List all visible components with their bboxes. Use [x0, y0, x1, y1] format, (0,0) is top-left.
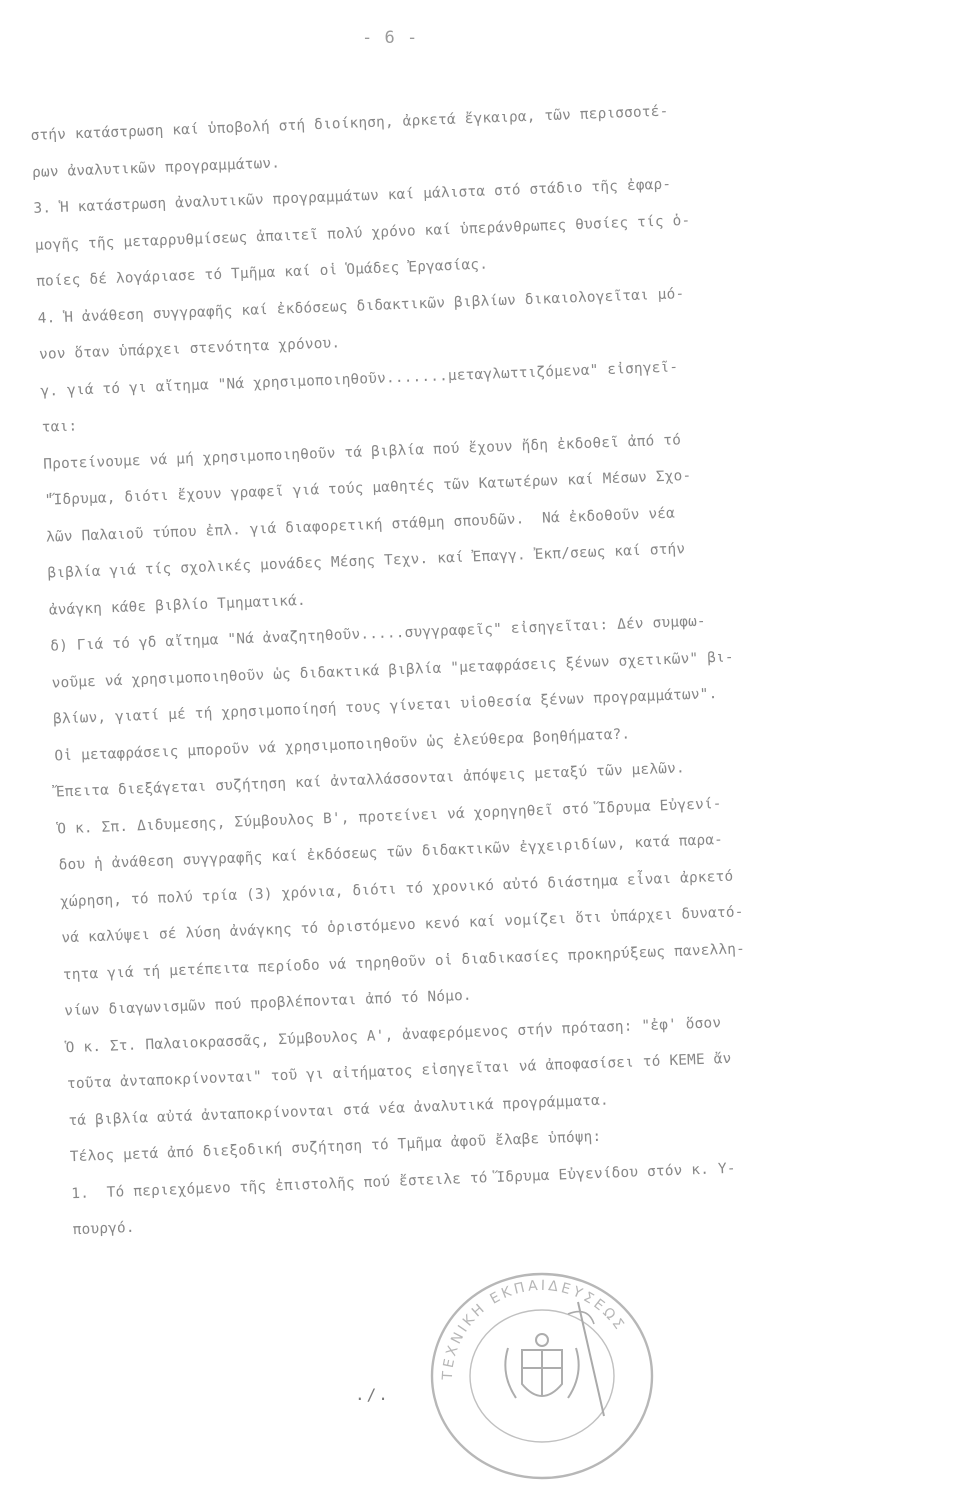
text-line: δου ἡ ἀνάθεση συγγραφῆς καί ἐκδόσεως τῶν διδακτικῶν ἐγχειριδίων, κατά παρα- [58, 831, 724, 874]
text-line: Ἔπειτα διεξάγεται συζήτηση καί ἀνταλλάσσονται ἀπόψεις μεταξύ τῶν μελῶν. [55, 760, 686, 801]
text-line: 1. Τό περιεχόμενο τῆς ἐπιστολῆς πού ἔστειλε τό Ἵδρυμα Εὐγενίδου στόν κ. Υ- [71, 1160, 736, 1202]
coat-of-arms-icon [505, 1334, 578, 1398]
text-line: Οἱ μεταφράσεις μποροῦν νά χρησιμοποιηθοῦν ὡς ἐλεύθερα βοηθήματα?. [54, 725, 631, 765]
document-body [30, 84, 953, 1248]
text-line: βιβλία γιά τίς σχολικές μονάδες Μέσης Τεχν. καί Ἐπαγγ. Ἐκπ/σεως καί στήν [47, 541, 686, 582]
text-line: νον ὅταν ὑπάρχει στενότητα χρόνου. [38, 335, 341, 363]
text-line: στήν κατάστρωση καί ὑποβολή στή διοίκηση, ἀρκετά ἔγκαιρα, τῶν περισσοτέ- [30, 103, 669, 144]
text-line: βλίων, γιατί μέ τή χρησιμοποίησή τους γίνεται υἱοθεσία ξένων προγραμμάτων". [52, 686, 718, 728]
text-line: πουργό. [72, 1219, 136, 1239]
text-line: δ) Γιά τό γδ αἴτημα "Νά ἀναζητηθοῦν.....συγγραφεῖς" εἰσηγεῖται: Δέν συμφω- [50, 613, 707, 655]
official-seal [418, 1262, 666, 1490]
text-line: Τέλος μετά ἀπό διεξοδική συζήτηση τό Τμῆμα ἀφοῦ ἔλαβε ὑπόψη: [69, 1128, 602, 1166]
text-line: ποίες δέ λογάριασε τό Τμῆμα καί οἱ Ὁμάδες Ἐργασίας. [35, 256, 489, 290]
text-line: λῶν Παλαιοῦ τύπου ἐπλ. γιά διαφορετική στάθμη σπουδῶν. Νά ἐκδοθοῦν νέα [45, 505, 676, 546]
text-line: ρων ἀναλυτικῶν προγραμμάτων. [31, 154, 281, 181]
continuation-mark: ./. [355, 1385, 390, 1404]
page-number: - 6 - [362, 28, 419, 48]
text-line: 4. Ἡ ἀνάθεση συγγραφῆς καί ἐκδόσεως διδακτικῶν βιβλίων δικαιολογεῖται μό- [37, 285, 685, 327]
text-line: ἀνάγκη κάθε βιβλίο Τμηματικά. [48, 592, 307, 619]
text-line: Προτείνουμε νά μή χρησιμοποιηθοῦν τά βιβλία πού ἔχουν ἤδη ἐκδοθεῖ ἀπό τό [42, 431, 682, 473]
text-line: τά βιβλία αὐτά ἀνταποκρίνονται στά νέα ἀναλυτικά προγράμματα. [68, 1092, 610, 1129]
svg-text:ΤΕΧΝΙΚΗ ΕΚΠΑΙΔΕΥΣΕΩΣ [440, 1278, 629, 1382]
text-line: ται: [41, 418, 78, 436]
text-line: τητα γιά τή μετέπειτα περίοδο νά τηρηθοῦν οἱ διαδικασίες προκηρύξεως πανελλη- [62, 940, 746, 983]
text-line: νά καλύψει σέ λύση ἀνάγκης τό ὁριστόμενο κενό καί νομίζει ὅτι ὑπάρχει δυνατό- [61, 904, 744, 947]
text-line: μογῆς τῆς μεταρρυθμίσεως ἀπαιτεῖ πολύ χρόνο καί ὑπεράνθρωπες θυσίες τίς ὁ- [34, 212, 691, 254]
text-line: Ὁ κ. Σπ. Διδυμεσης, Σύμβουλος Β', προτείνει νά χορηγηθεῖ στό Ἵδρυμα Εὐγενί- [57, 795, 722, 837]
text-line: τοῦτα ἀνταποκρίνονται" τοῦ γι αἰτήματος εἰσηγεῖται νά ἀποφασίσει τό ΚΕΜΕ ἄν [66, 1050, 732, 1093]
text-line: Ὁ κ. Στ. Παλαιοκρασσᾶς, Σύμβουλος Α', ἀναφερόμενος στήν πρόταση: "ἐφ' ὅσον [65, 1014, 722, 1056]
text-line: νοῦμε νά χρησιμοποιηθοῦν ὡς διδακτικά βιβλία "μεταφράσεις ξένων σχετικῶν" βι- [51, 648, 735, 692]
text-line: "Ἵδρυμα, διότι ἔχουν γραφεῖ γιά τούς μαθητές τῶν Κατωτέρων καί Μέσων Σχο- [44, 467, 692, 509]
text-line: 3. Ἡ κατάστρωση ἀναλυτικῶν προγραμμάτων καί μάλιστα στό στάδιο τῆς ἐφαρ- [33, 176, 672, 217]
text-line: γ. γιά τό γι αἴτημα "Νά χρησιμοποιηθοῦν.......μεταγλωττιζόμενα" εἰσηγεῖ- [40, 358, 679, 400]
text-line: νίων διαγωνισμῶν πού προβλέπονται ἀπό τό Νόμο. [64, 987, 473, 1020]
text-line: χώρηση, τό πολύ τρία (3) χρόνια, διότι τό χρονικό αὐτό διάστημα εἶναι ἀρκετό [59, 868, 734, 910]
seal-text: ΤΕΧΝΙΚΗ ΕΚΠΑΙΔΕΥΣΕΩΣ [439, 1277, 629, 1381]
